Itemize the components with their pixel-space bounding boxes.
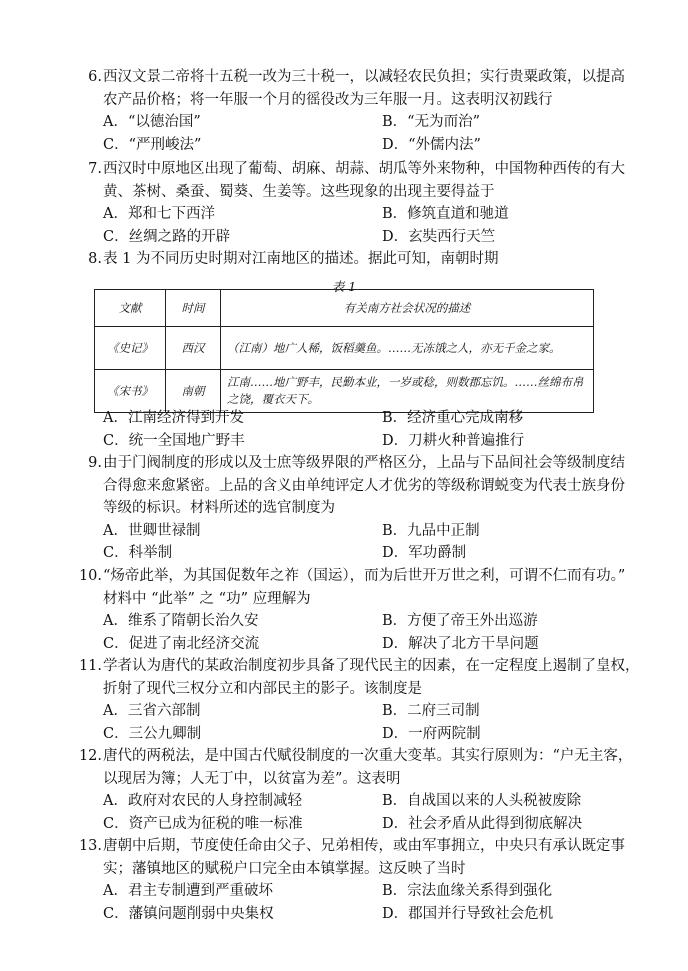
question-stem: 由于门阀制度的形成以及士庶等级界限的严格区分，上品与下品间社会等级制度结 — [103, 455, 625, 471]
question-10 — [78, 565, 668, 655]
question-number: 6. — [88, 69, 102, 85]
question-stem: 以现居为簿；人无丁中，以贫富为差”。这表明 — [103, 770, 401, 787]
option-c[interactable]: C．科举制 — [103, 545, 173, 561]
option-a[interactable]: A．“以德治国” — [103, 114, 201, 130]
question-stem: 西汉时中原地区出现了葡萄、胡麻、胡蒜、胡瓜等外来物种，中国物种西传的有大 — [103, 161, 625, 177]
question-stem: 学者认为唐代的某政治制度初步具备了现代民主的因素，在一定程度上遏制了皇权， — [103, 658, 640, 674]
question-12 — [78, 745, 668, 835]
question-8 — [78, 248, 668, 271]
table-cell: 《宋书》 — [95, 370, 166, 413]
option-a[interactable]: A．三省六部制 — [103, 703, 201, 719]
question-stem: 材料中 “此举” 之 “功” 应理解为 — [103, 590, 311, 607]
question-number: 11. — [78, 658, 102, 674]
option-d[interactable]: D．郡国并行导致社会危机 — [382, 905, 554, 922]
option-c[interactable]: C．统一全国地广野丰 — [103, 432, 245, 449]
option-c[interactable]: C．藩镇问题削弱中央集权 — [103, 905, 274, 922]
option-d[interactable]: D．军功爵制 — [382, 545, 467, 561]
table-row — [95, 327, 594, 370]
option-c[interactable]: C．三公九卿制 — [103, 725, 202, 742]
question-number: 9. — [88, 455, 102, 471]
table-cell: （江南）地广人稀，饭稻羹鱼。……无冻饿之人，亦无千金之家。 — [221, 327, 594, 370]
question-11 — [78, 655, 668, 745]
question-stem: 西汉文景二帝将十五税一改为三十税一，以减轻农民负担；实行贵粟政策，以提高 — [103, 69, 625, 85]
table-header-row — [95, 290, 594, 327]
question-8-options — [78, 407, 668, 452]
table-header: 时间 — [166, 290, 221, 327]
option-b[interactable]: B．经济重心完成南移 — [382, 410, 524, 426]
question-stem: 黄、茶树、桑蚕、蜀葵、生姜等。这些现象的出现主要得益于 — [103, 183, 495, 200]
option-c[interactable]: C．丝绸之路的开辟 — [103, 228, 231, 245]
option-b[interactable]: B．二府三司制 — [382, 703, 480, 719]
question-number: 10. — [78, 568, 102, 584]
question-7 — [78, 158, 668, 248]
option-a[interactable]: A．江南经济得到开发 — [103, 410, 244, 426]
table-header: 有关南方社会状况的描述 — [221, 290, 594, 327]
question-stem: 合得愈来愈紧密。上品的含义由单纯评定人才优劣的等级称谓蜕变为代表士族身份 — [103, 477, 625, 494]
question-number: 12. — [78, 748, 102, 764]
question-number: 7. — [88, 161, 102, 177]
option-d[interactable]: D．“外儒内法” — [382, 136, 481, 153]
option-d[interactable]: D．解决了北方干旱问题 — [382, 635, 539, 652]
option-c[interactable]: C．资产已成为征税的唯一标准 — [103, 815, 303, 832]
option-d[interactable]: D．刀耕火种普遍推行 — [382, 432, 525, 449]
question-number: 13. — [78, 838, 102, 854]
question-13 — [78, 835, 668, 925]
option-c[interactable]: C．“严刑峻法” — [103, 136, 202, 153]
table-cell: 南朝 — [166, 370, 221, 413]
question-stem: 唐朝中后期，节度使任命由父子、兄弟相传，或由军事拥立，中央只有承认既定事 — [103, 838, 625, 854]
question-stem: 等级的标识。材料所述的选官制度为 — [103, 500, 335, 516]
question-stem: 实；藩镇地区的赋税户口完全由本镇掌握。这反映了当时 — [103, 860, 466, 877]
option-d[interactable]: D．玄奘西行天竺 — [382, 228, 496, 245]
option-a[interactable]: A．世卿世禄制 — [103, 522, 201, 539]
option-b[interactable]: B．方便了帝王外出巡游 — [382, 613, 538, 629]
table-caption: 表 1 — [331, 279, 357, 294]
question-6 — [78, 66, 668, 156]
table-cell: 江南……地广野丰，民勤本业，一岁或稔，则数郡忘饥。……丝绵布帛之饶，覆衣天下。 — [221, 370, 594, 413]
option-d[interactable]: D．社会矛盾从此得到彻底解决 — [382, 815, 583, 832]
option-c[interactable]: C．促进了南北经济交流 — [103, 635, 260, 652]
option-a[interactable]: A．君主专制遭到严重破坏 — [103, 883, 273, 899]
question-stem: 表 1 为不同历史时期对江南地区的描述。据此可知，南朝时期 — [103, 251, 499, 267]
table-cell: 《史记》 — [95, 327, 166, 370]
option-b[interactable]: B．自战国以来的人头税被废除 — [382, 793, 582, 809]
table-header: 文献 — [95, 290, 166, 327]
question-9 — [78, 452, 668, 565]
table-1 — [94, 289, 594, 413]
option-a[interactable]: A．政府对农民的人身控制减轻 — [103, 793, 302, 809]
question-stem: 唐代的两税法，是中国古代赋役制度的一次重大变革。其实行原则为：“户无主客， — [103, 748, 633, 764]
option-a[interactable]: A．维系了隋朝长治久安 — [103, 613, 259, 629]
question-stem: 农产品价格；将一年服一个月的徭役改为三年服一月。这表明汉初践行 — [103, 91, 553, 108]
option-b[interactable]: B．“无为而治” — [382, 114, 480, 130]
option-b[interactable]: B．宗法血缘关系得到强化 — [382, 883, 553, 899]
option-d[interactable]: D．一府两院制 — [382, 725, 481, 742]
option-b[interactable]: B．修筑直道和驰道 — [382, 206, 509, 222]
table-cell: 西汉 — [166, 327, 221, 370]
question-stem: “炀帝此举，为其国促数年之祚（国运），而为后世开万世之利，可谓不仁而有功。” — [103, 568, 626, 584]
option-a[interactable]: A．郑和七下西洋 — [103, 206, 215, 222]
question-stem: 折射了现代三权分立和内部民主的影子。该制度是 — [103, 680, 422, 697]
option-b[interactable]: B．九品中正制 — [382, 522, 480, 539]
question-number: 8. — [88, 251, 102, 267]
